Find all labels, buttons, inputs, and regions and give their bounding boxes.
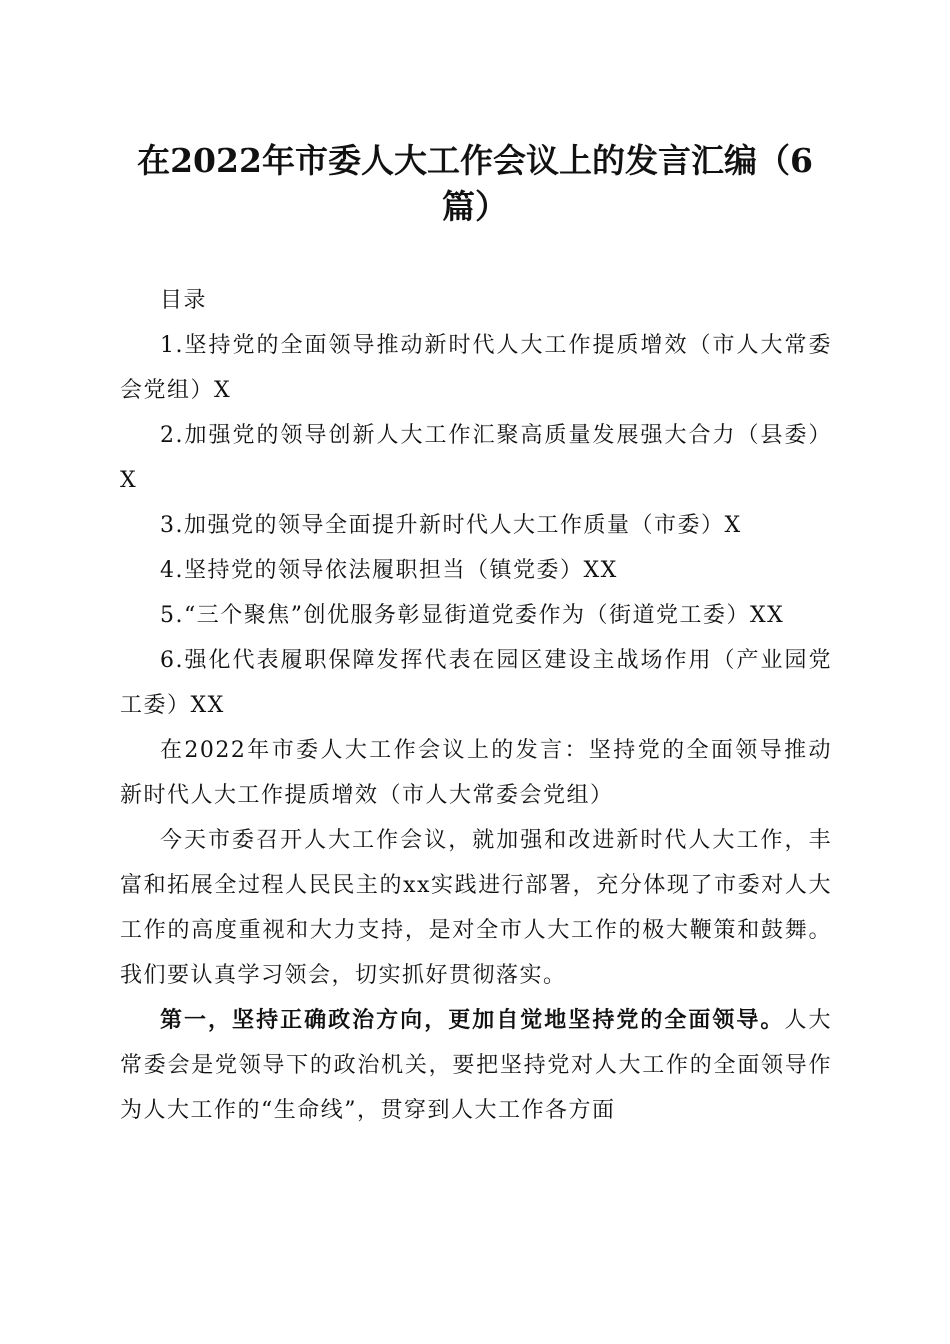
toc-heading: 目录 — [160, 288, 208, 313]
toc-item: 1.坚持党的全面领导推动新时代人大工作提质增效（市人大常委会党组）X — [120, 333, 832, 403]
section-heading: 在2022年市委人大工作会议上的发言：坚持党的全面领导推动新时代人大工作提质增效（市人大常委会党组） — [120, 738, 832, 808]
toc-item: 4.坚持党的领导依法履职担当（镇党委）XX — [160, 558, 618, 583]
toc-item: 2.加强党的领导创新人大工作汇聚高质量发展强大合力（县委）X — [120, 423, 832, 493]
body-paragraph — [120, 998, 832, 1133]
body-paragraph: 今天市委召开人大工作会议，就加强和改进新时代人大工作，丰富和拓展全过程人民民主的xx实践进行部署，充分体现了市委对人大工作的高度重视和大力支持，是对全市人大工作的极大鞭策和鼓舞。我们要认真学习领会，切实抓好贯彻落实。 — [120, 828, 832, 988]
toc-item: 5.“三个聚焦”创优服务彰显街道党委作为（街道党工委）XX — [160, 603, 785, 628]
document-title: 在2022年市委人大工作会议上的发言汇编（6篇） — [137, 141, 813, 226]
toc-item: 6.强化代表履职保障发挥代表在园区建设主战场作用（产业园党工委）XX — [120, 648, 832, 718]
toc-item: 3.加强党的领导全面提升新时代人大工作质量（市委）X — [160, 513, 742, 538]
document-body — [120, 278, 832, 1133]
paragraph-lead: 第一，坚持正确政治方向，更加自觉地坚持党的全面领导。 — [160, 1007, 785, 1033]
paragraph-text: 人大常委会是党领导下的政治机关，要把坚持党对人大工作的全面领导作为人大工作的“生命线”，贯穿到人大工作各方面 — [120, 1008, 832, 1123]
